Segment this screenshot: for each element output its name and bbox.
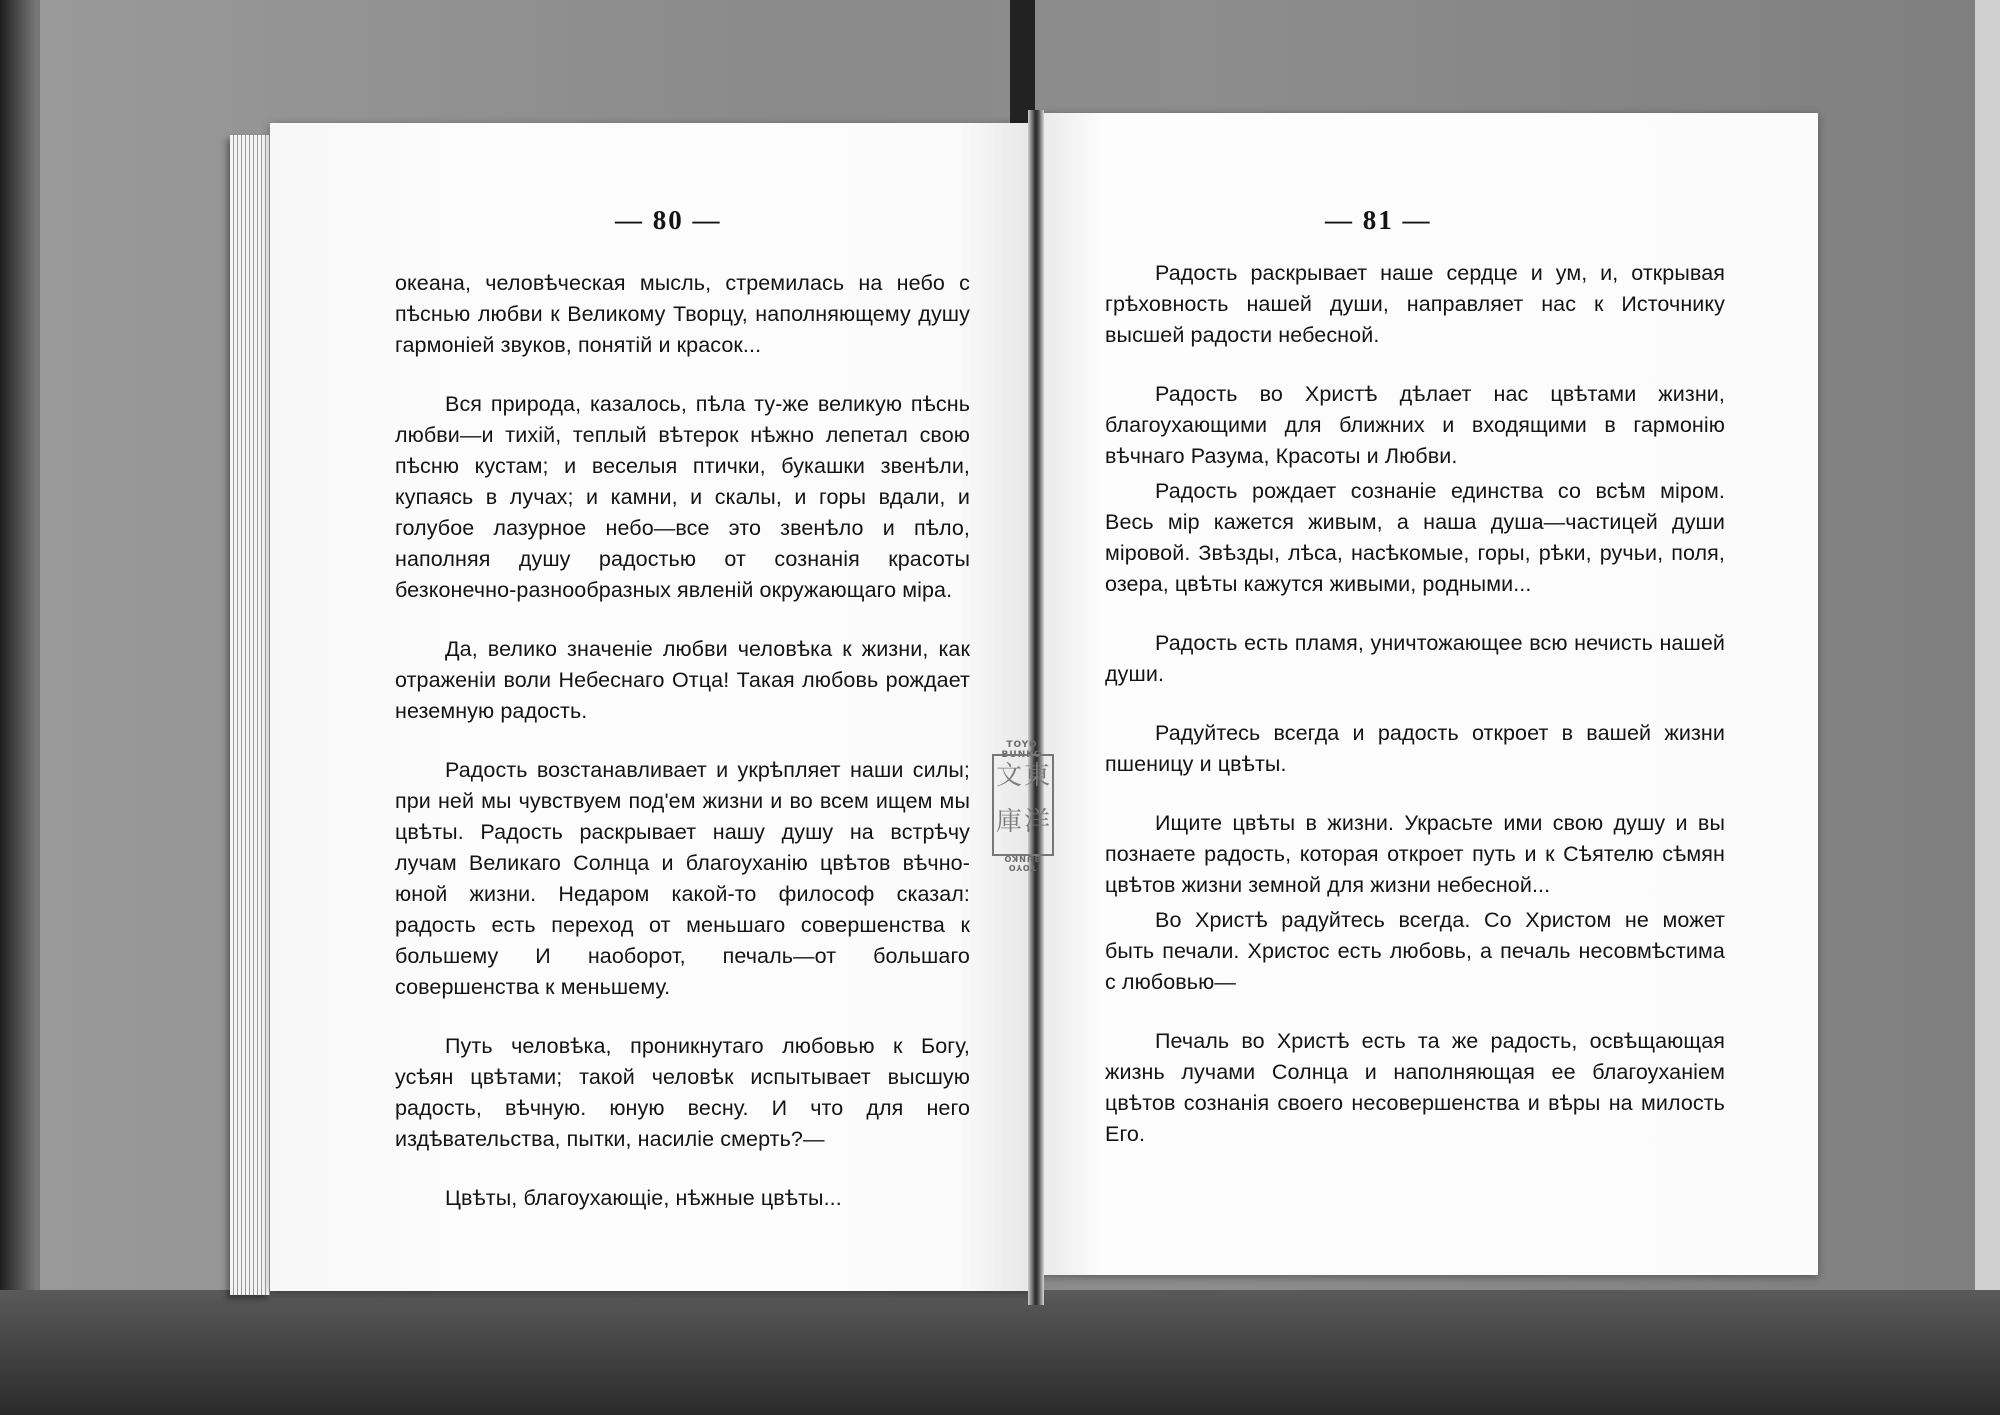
paragraph: Радуйтесь всегда и радость откроет в вашей жизни пшеницу и цвѣты. bbox=[1105, 721, 1725, 776]
left-page bbox=[270, 123, 1030, 1291]
paragraph: Радость возстанавливает и укрѣпляет наши силы; при ней мы чувствуем под'ем жизни и во всем ищем мы цвѣты. Радость раскрывает нашу душу на встрѣчу лучам Великаго Солнца и благоуханію цвѣтов вѣчно-юной жизни. Недаром какой-то философ сказал: радость есть переход от меньшаго совершенства к большему И наоборот, печаль—от большаго совершенства к меньшему. bbox=[395, 758, 970, 999]
page-body bbox=[395, 268, 970, 1242]
stamp-bottom-text: TOYO BUNKO bbox=[1003, 854, 1041, 872]
scan-right-edge bbox=[1975, 0, 2000, 1415]
stamp-glyph: 庫 bbox=[996, 807, 1023, 837]
paragraph: Радость есть пламя, уничтожающее всю нечисть нашей души. bbox=[1105, 631, 1725, 686]
library-stamp bbox=[990, 740, 1054, 872]
paragraph: Печаль во Христѣ есть та же радость, освѣщающая жизнь лучами Солнца и наполняющая ее благоуханіем цвѣтов сознанія своего несовершенства и вѣры на милость Его. bbox=[1105, 1029, 1725, 1146]
scan-spine-shadow bbox=[1010, 0, 1035, 125]
book-gutter bbox=[1028, 110, 1044, 1305]
page-body bbox=[1105, 258, 1725, 1178]
paragraph: Да, велико значеніе любви человѣка к жизни, как отраженіи воли Небеснаго Отца! Такая любовь рождает неземную радость. bbox=[395, 637, 970, 723]
paragraph: Вся природа, казалось, пѣла ту-же великую пѣснь любви—и тихій, теплый вѣтерок нѣжно лепетал свою пѣсню кустам; и веселыя птички, букашки звенѣли, купаясь в лучах; и камни, и скалы, и горы вдали, и голубое лазурное небо—все это звенѣло и пѣло, наполняя душу радостью от сознанія красоты безконечно-разнообразных явленій окружающаго міра. bbox=[395, 392, 970, 602]
paragraph: Путь человѣка, проникнутаго любовью к Богу, усѣян цвѣтами; такой человѣк испытывает высшую радость, вѣчную. юную весну. И что для него издѣвательства, пытки, насиліе смерть?— bbox=[395, 1034, 970, 1151]
paragraph: Радость рождает сознаніе единства со всѣм міром. Весь мір кажется живым, а наша душа—частицей души міровой. Звѣзды, лѣса, насѣкомые, горы, рѣки, ручьи, поля, озера, цвѣты кажутся живыми, родными... bbox=[1105, 479, 1725, 596]
paragraph: океана, человѣческая мысль, стремилась на небо с пѣснью любви к Великому Творцу, наполняющему душу гармоніей звуков, понятій и красок... bbox=[395, 271, 970, 357]
page-number: — 80 — bbox=[615, 205, 722, 235]
stamp-frame bbox=[992, 754, 1054, 856]
paragraph: Во Христѣ радуйтесь всегда. Со Христом не может быть печали. Христос есть любовь, а печаль несовмѣстима с любовью— bbox=[1105, 908, 1725, 994]
page-number: — 81 — bbox=[1325, 205, 1432, 235]
page-stack bbox=[230, 135, 270, 1295]
scan-bottom-band bbox=[0, 1290, 2000, 1415]
paragraph: Радость во Христѣ дѣлает нас цвѣтами жизни, благоухающими для ближних и входящими в гармонію вѣчнаго Разума, Красоты и Любви. bbox=[1105, 382, 1725, 468]
stamp-glyph: 文 bbox=[996, 761, 1023, 791]
right-page bbox=[1040, 113, 1818, 1275]
stamp-glyph: 洋 bbox=[1024, 807, 1051, 837]
scan-left-edge bbox=[0, 0, 40, 1415]
paragraph: Радость раскрывает наше сердце и ум, и, открывая грѣховность нашей души, направляет нас к Источнику высшей радости небесной. bbox=[1105, 261, 1725, 347]
paragraph: Цвѣты, благоухающіе, нѣжные цвѣты... bbox=[445, 1186, 842, 1210]
stamp-top-text: TOYO BUNKO bbox=[1001, 740, 1043, 760]
paragraph: Ищите цвѣты в жизни. Украсьте ими свою душу и вы познаете радость, которая откроет путь и к Сѣятелю сѣмян цвѣтов жизни земной для жизни небесной... bbox=[1105, 811, 1725, 897]
stamp-glyph: 東 bbox=[1024, 761, 1051, 791]
